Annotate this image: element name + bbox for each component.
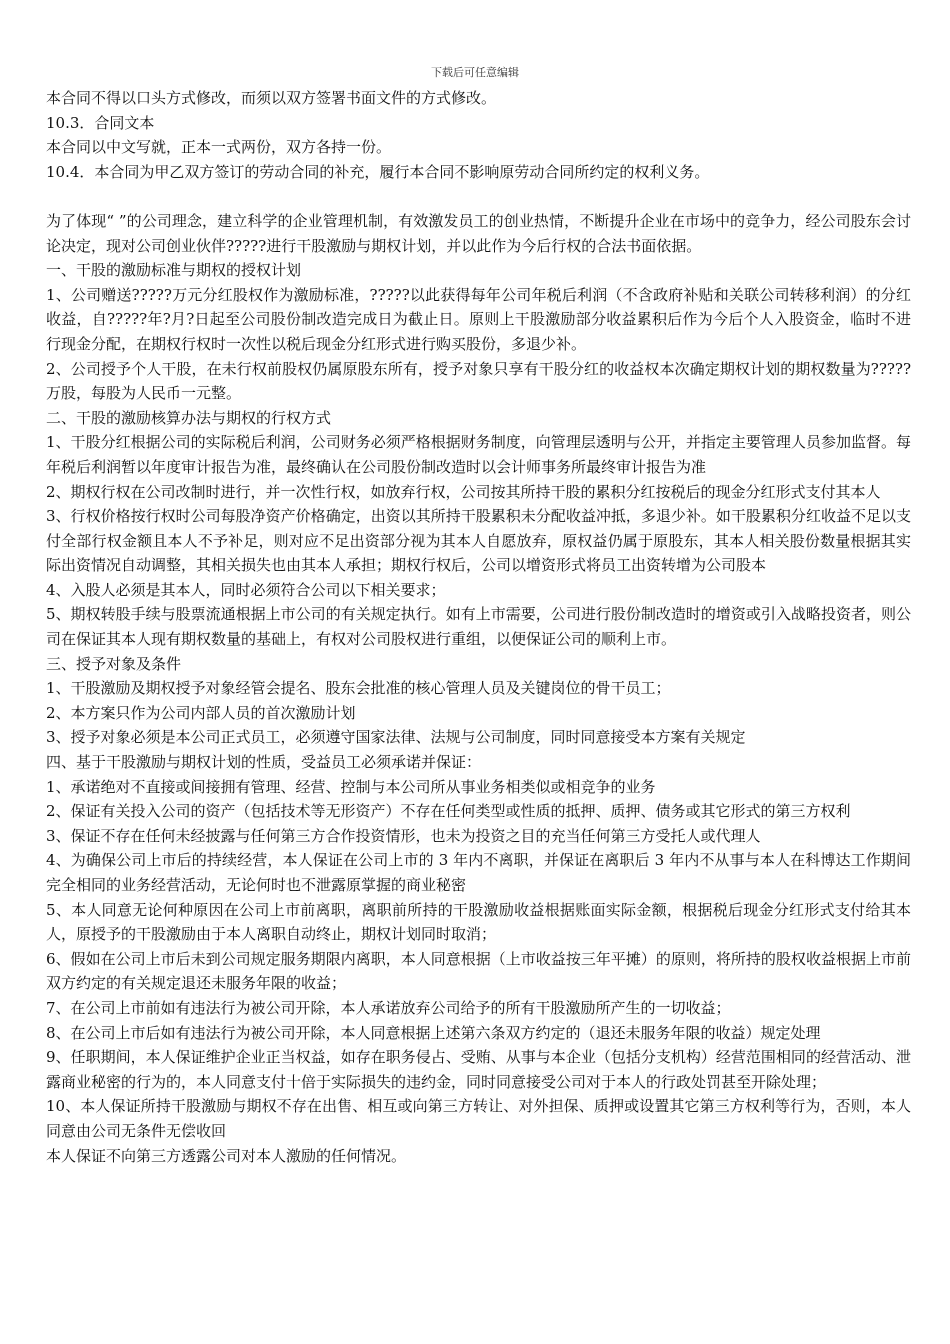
paragraph: 2、保证有关投入公司的资产（包括技术等无形资产）不存在任何类型或性质的抵押、质押、债务或其它形式的第三方权利 <box>46 802 851 821</box>
paragraph: 2、本方案只作为公司内部人员的首次激励计划 <box>46 703 356 722</box>
paragraph: 1、公司赠送?????万元分红股权作为激励标准，?????以此获得每年公司年税后利润（不含政府补贴和关联公司转移利润）的分红收益，自?????年?月?日起至公司股份制改造完成日为截止日。原则上干股激励部分收益累积后作为今后个人入股资金，临时不进行现金分配，在期权行权时一次性以税后现金分红形式进行购买股份，多退少补。 <box>46 285 911 353</box>
paragraph: 6、假如在公司上市后未到公司规定服务期限内离职，本人同意根据（上市收益按三年平摊）的原则，将所持的股权收益根据上市前双方约定的有关规定退还未服务年限的收益； <box>46 949 911 993</box>
document-body <box>46 86 911 1168</box>
paragraph: 三、授予对象及条件 <box>46 654 182 673</box>
paragraph: 5、期权转股手续与股票流通根据上市公司的有关规定执行。如有上市需要，公司进行股份制改造时的增资或引入战略投资者，则公司在保证其本人现有期权数量的基础上，有权对公司股权进行重组，以便保证公司的顺利上市。 <box>46 605 911 649</box>
paragraph: 4、入股人必须是其本人，同时必须符合公司以下相关要求； <box>46 580 446 599</box>
paragraph: 本人保证不向第三方透露公司对本人激励的任何情况。 <box>46 1146 407 1165</box>
paragraph: 3、保证不存在任何未经披露与任何第三方合作投资情形，也未为投资之目的充当任何第三方受托人或代理人 <box>46 826 761 845</box>
paragraph: 10.4．本合同为甲乙双方签订的劳动合同的补充，履行本合同不影响原劳动合同所约定的权利义务。 <box>46 162 710 181</box>
paragraph: 2、期权行权在公司改制时进行，并一次性行权，如放弃行权，公司按其所持干股的累积分红按税后的现金分红形式支付其本人 <box>46 482 881 501</box>
paragraph: 4、为确保公司上市后的持续经营，本人保证在公司上市的 3 年内不离职，并保证在离职后 3 年内不从事与本人在科博达工作期间完全相同的业务经营活动，无论何时也不泄露原掌握的商业秘密 <box>46 851 911 894</box>
blank-line <box>46 184 911 209</box>
paragraph: 3、授予对象必须是本公司正式员工，必须遵守国家法律、法规与公司制度，同时同意接受本方案有关规定 <box>46 728 746 747</box>
paragraph: 1、干股分红根据公司的实际税后利润，公司财务必须严格根据财务制度，向管理层透明与公开，并指定主要管理人员参加监督。每年税后利润暂以年度审计报告为准，最终确认在公司股份制改造时以会计师事务所最终审计报告为准 <box>46 433 911 476</box>
paragraph: 四、基于干股激励与期权计划的性质，受益员工必须承诺并保证： <box>46 753 482 772</box>
paragraph: 10、本人保证所持干股激励与期权不存在出售、相互或向第三方转让、对外担保、质押或设置其它第三方权利等行为，否则，本人同意由公司无条件无偿收回 <box>46 1097 911 1140</box>
paragraph: 2、公司授予个人干股，在未行权前股权仍属原股东所有，授予对象只享有干股分红的收益权本次确定期权计划的期权数量为?????万股，每股为人民币一元整。 <box>46 359 911 403</box>
page-header: 下载后可任意编辑 <box>431 66 519 79</box>
paragraph: 7、在公司上市前如有违法行为被公司开除，本人承诺放弃公司给予的所有干股激励所产生的一切收益； <box>46 998 731 1017</box>
paragraph: 为了体现“ ”的公司理念，建立科学的企业管理机制，有效激发员工的创业热情，不断提升企业在市场中的竞争力，经公司股东会讨论决定，现对公司创业伙伴?????进行干股激励与期权计划，并以此作为今后行权的合法书面依据。 <box>46 211 911 255</box>
paragraph: 1、干股激励及期权授予对象经管会提名、股东会批准的核心管理人员及关键岗位的骨干员工； <box>46 679 671 698</box>
paragraph: 本合同以中文写就，正本一式两份，双方各持一份。 <box>46 138 392 157</box>
paragraph: 8、在公司上市后如有违法行为被公司开除，本人同意根据上述第六条双方约定的（退还未服务年限的收益）规定处理 <box>46 1023 821 1042</box>
paragraph: 本合同不得以口头方式修改，而须以双方签署书面文件的方式修改。 <box>46 89 497 107</box>
paragraph: 5、本人同意无论何种原因在公司上市前离职，离职前所持的干股激励收益根据账面实际金额，根据税后现金分红形式支付给其本人，原授予的干股激励由于本人离职自动终止，期权计划同时取消； <box>46 900 911 944</box>
paragraph: 一、干股的激励标准与期权的授权计划 <box>46 261 302 280</box>
paragraph: 3、行权价格按行权时公司每股净资产价格确定，出资以其所持干股累积未分配收益冲抵，多退少补。如干股累积分红收益不足以支付全部行权金额且本人不予补足，则对应不足出资部分视为其本人自愿放弃，原权益仍属于原股东，其本人相关股份数量根据其实际出资情况自动调整，其相关损失也由其本人承担；期权行权后，公司以增资形式将员工出资转增为公司股本 <box>46 507 911 575</box>
paragraph: 二、干股的激励核算办法与期权的行权方式 <box>46 408 332 427</box>
paragraph: 9、任职期间，本人保证维护企业正当权益，如存在职务侵占、受贿、从事与本企业（包括分支机构）经营范围相同的经营活动、泄露商业秘密的行为的，本人同意支付十倍于实际损失的违约金，同时同意接受公司对于本人的行政处罚甚至开除处理； <box>46 1048 911 1091</box>
paragraph: 1、承诺绝对不直接或间接拥有管理、经营、控制与本公司所从事业务相类似或相竞争的业务 <box>46 777 656 796</box>
paragraph: 10.3．合同文本 <box>46 113 155 132</box>
